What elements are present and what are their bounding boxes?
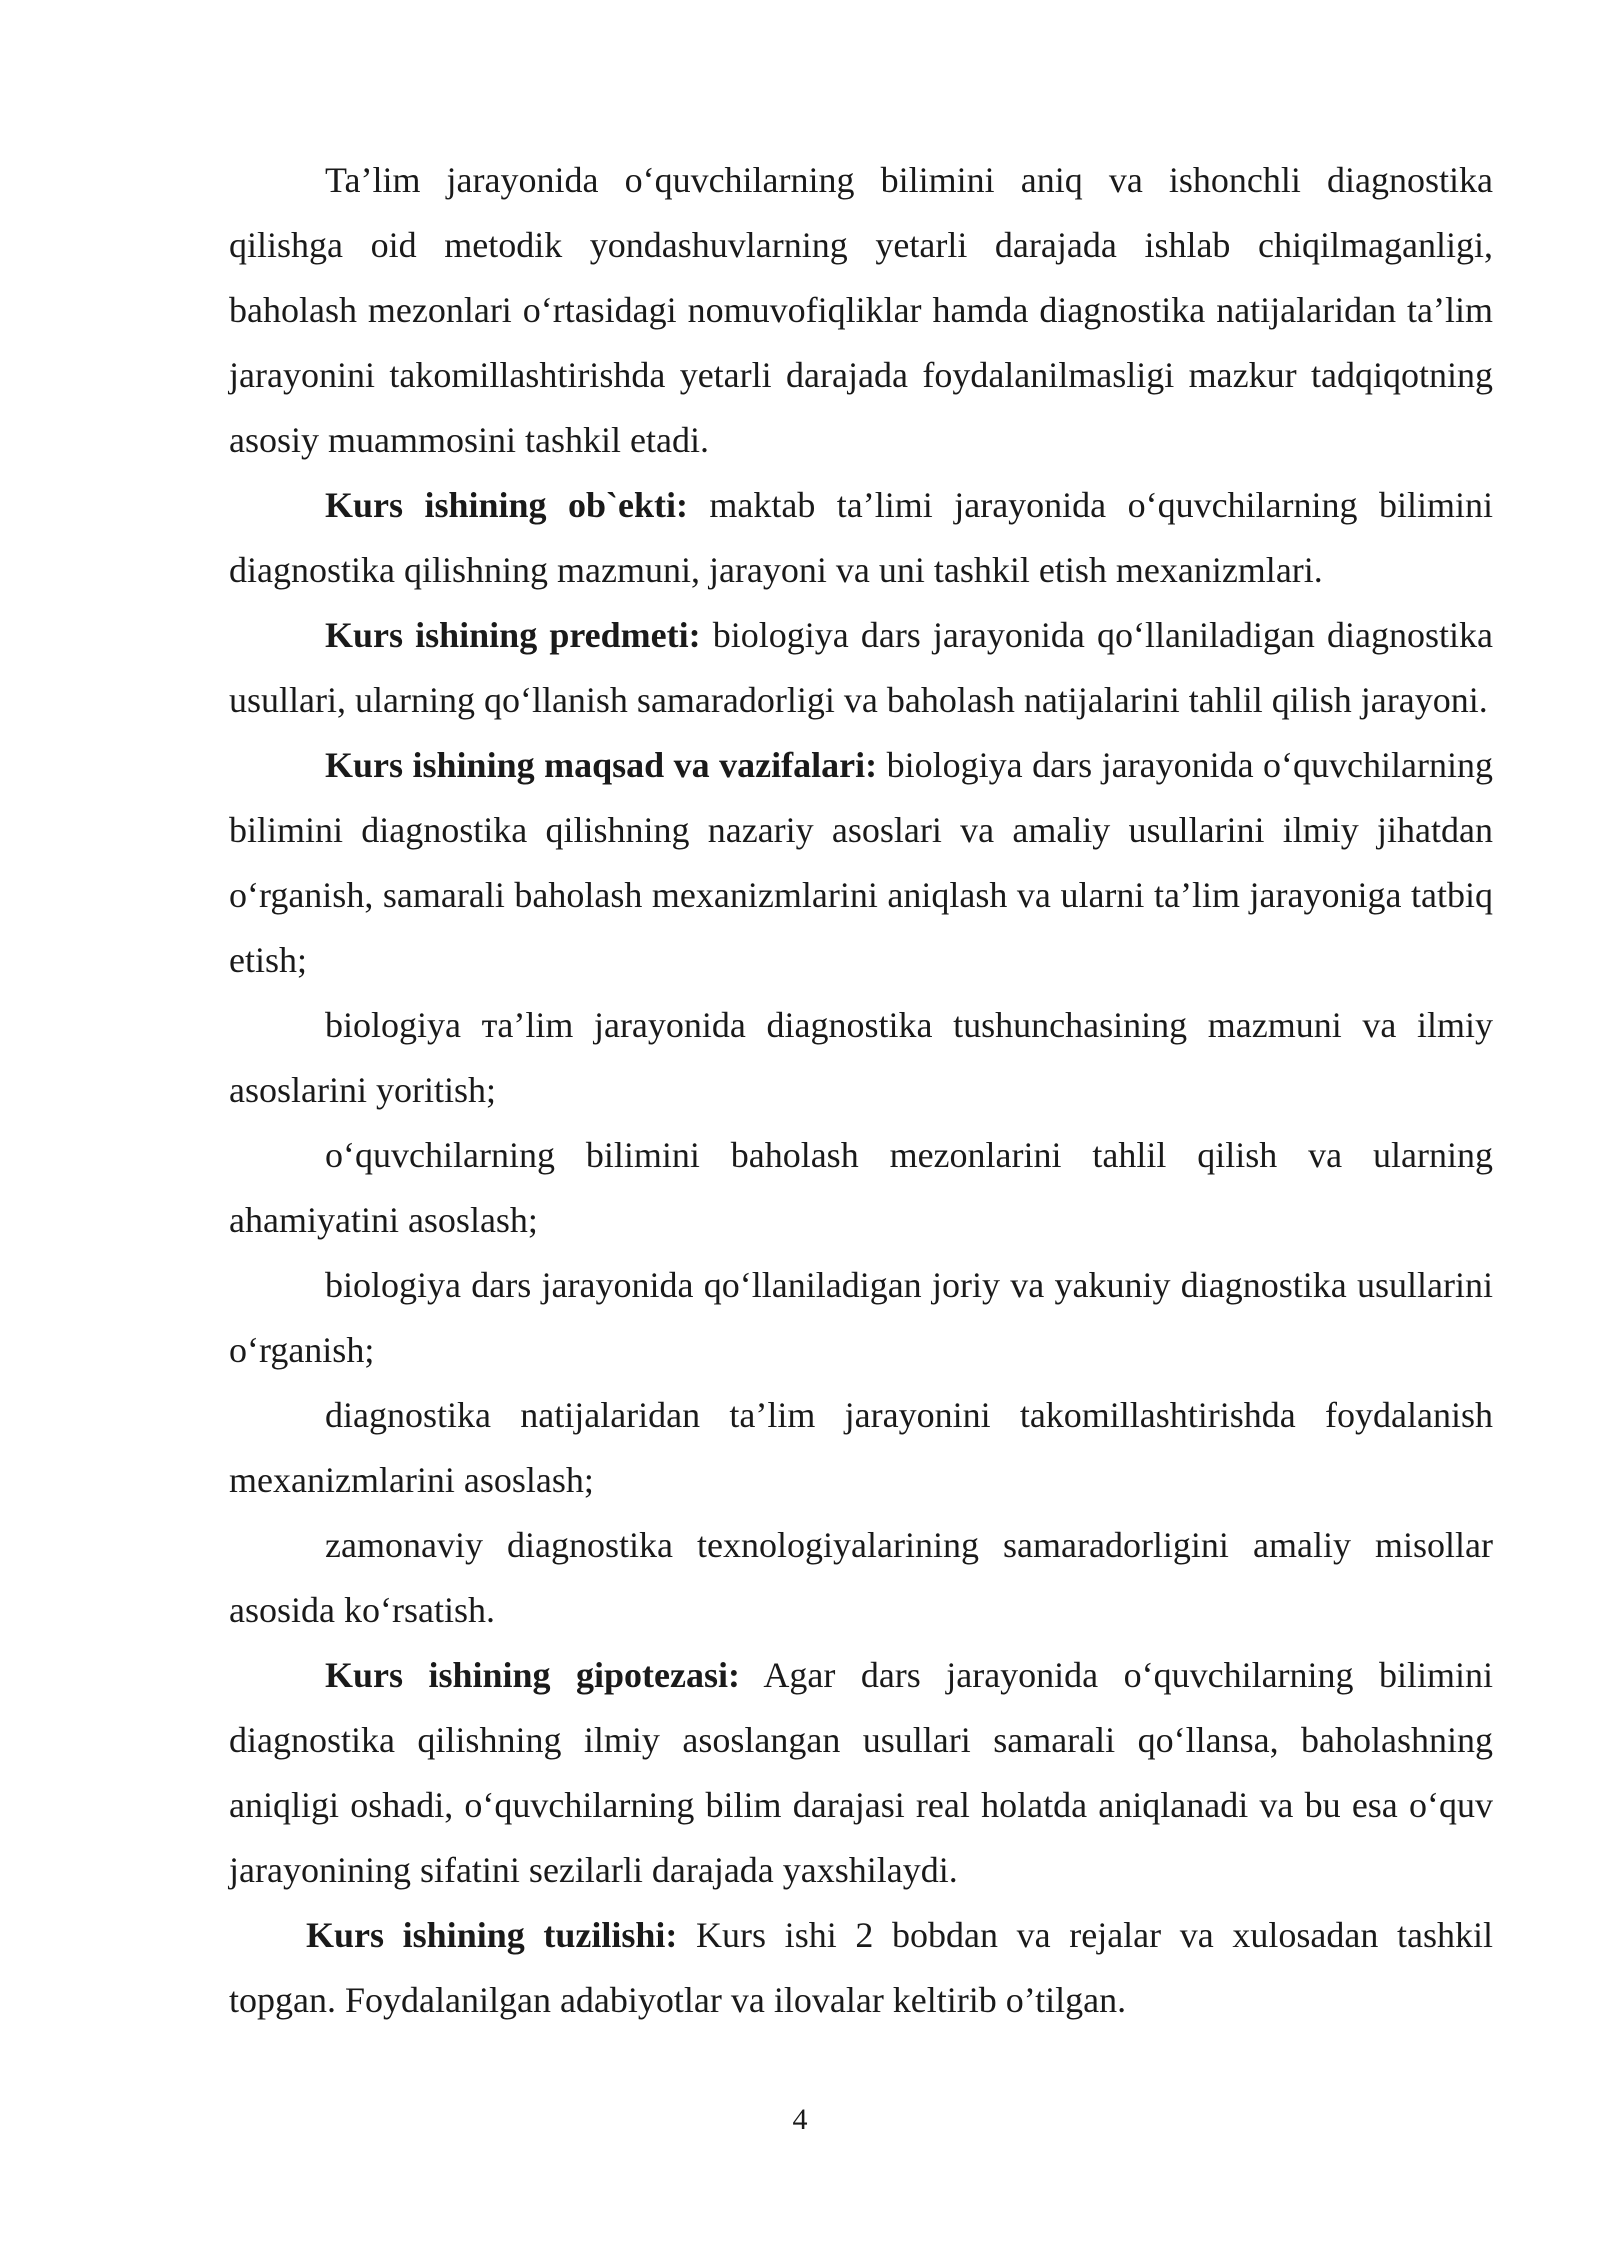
page-number: 4 [792,2103,808,2136]
paragraph-goals [229,733,1493,993]
task-item [229,1123,1493,1253]
task-item [229,1513,1493,1643]
paragraph-subject [229,603,1493,733]
paragraph-problem [229,148,1493,473]
task-item [229,1383,1493,1513]
paragraph-text: maktab ta’limi jarayonida o‘quvchilarning bilimini diagnostika qilishning mazmuni, jarayoni va uni tashkil etish mexanizmlari. [229,485,1493,590]
paragraph-text: biologiya dars jarayonida o‘quvchilarning bilimini diagnostika qilishning nazariy asoslari va amaliy usullarini ilmiy jihatdan o‘rganish, samarali baholash mexanizmlarini aniqlash va ularni ta’lim jarayoniga tatbiq etish; [229,745,1493,980]
paragraph-heading: Kurs ishining ob`ekti: [325,485,688,525]
task-item [229,993,1493,1123]
paragraph-text: zamonaviy diagnostika texnologiyalarining samaradorligini amaliy misollar asosida ko‘rsatish. [229,1525,1493,1630]
paragraph-heading: Kurs ishining predmeti: [325,615,701,655]
paragraph-heading: Kurs ishining gipotezasi: [325,1655,740,1695]
paragraph-text: Ta’lim jarayonida o‘quvchilarning bilimini aniq va ishonchli diagnostika qilishga oid metodik yondashuvlarning yetarli darajada ishlab chiqilmaganligi, baholash mezonlari o‘rtasidagi nomuvofiqliklar hamda diagnostika natijalaridan ta’lim jarayonini takomillashtirishda yetarli darajada foydalanilmasligi mazkur tadqiqotning asosiy muammosini tashkil etadi. [229,160,1493,460]
task-item [229,1253,1493,1383]
paragraph-text: o‘quvchilarning bilimini baholash mezonlarini tahlil qilish va ularning ahamiyatini asoslash; [229,1135,1493,1240]
paragraph-text: biologiya dars jarayonida qo‘llaniladigan joriy va yakuniy diagnostika usullarini o‘rganish; [229,1265,1493,1370]
paragraph-text: Agar dars jarayonida o‘quvchilarning bilimini diagnostika qilishning ilmiy asoslangan usullari samarali qo‘llansa, baholashning aniqligi oshadi, o‘quvchilarning bilim darajasi real holatda aniqlanadi va bu esa o‘quv jarayonining sifatini sezilarli darajada yaxshilaydi. [229,1655,1493,1890]
paragraph-text: diagnostika natijalaridan ta’lim jarayonini takomillashtirishda foydalanish mexanizmlarini asoslash; [229,1395,1493,1500]
paragraph-text: Kurs ishi 2 bobdan va rejalar va xulosadan tashkil topgan. Foydalanilgan adabiyotlar va ilovalar keltirib o’tilgan. [229,1915,1494,2020]
paragraph-object [229,473,1493,603]
paragraph-heading: Kurs ishining maqsad va vazifalari: [325,745,878,785]
document-body [229,148,1493,2033]
paragraph-heading: Kurs ishining tuzilishi: [306,1915,678,1955]
paragraph-hypothesis [229,1643,1493,1903]
paragraph-text: biologiya тa’lim jarayonida diagnostika tushunchasining mazmuni va ilmiy asoslarini yoritish; [229,1005,1493,1110]
paragraph-text: biologiya dars jarayonida qo‘llaniladigan diagnostika usullari, ularning qo‘llanish samaradorligi va baholash natijalarini tahlil qilish jarayoni. [229,615,1494,720]
paragraph-structure [229,1903,1493,2033]
